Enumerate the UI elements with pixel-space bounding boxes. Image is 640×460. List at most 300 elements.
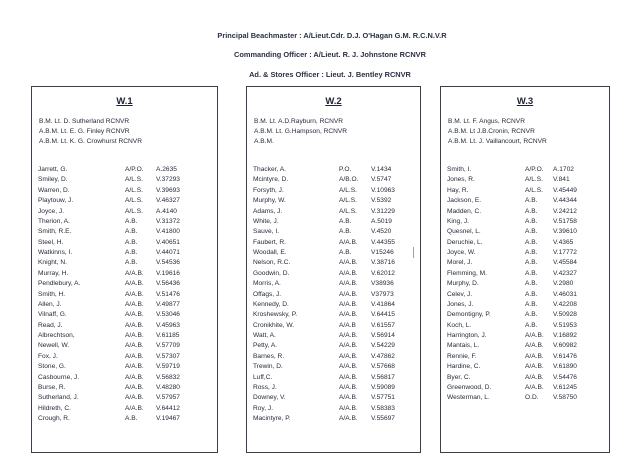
roster-row [447,393,607,403]
roster-rank: A/L.S. [125,207,143,215]
roster-service-number: V.19616 [156,269,180,277]
roster-rank: A.B. [339,217,352,225]
roster-row [447,373,607,383]
roster-name: Vilnaff, G. [38,311,67,319]
roster-rank: A/A.B. [125,280,144,288]
roster-row [447,290,607,300]
crew-roster [38,165,215,424]
roster-row [253,321,418,331]
roster-service-number: V.61476 [553,352,577,360]
roster-service-number: V.48280 [156,383,180,391]
roster-rank: A/A.B. [125,404,144,412]
officer-line: A.B.M. [254,138,274,146]
roster-service-number: V.55697 [371,415,395,422]
roster-rank: A/A.B. [125,342,144,350]
panel-w2 [246,86,421,453]
roster-service-number: V.5392 [371,197,392,205]
roster-service-number: V37973 [371,290,394,298]
roster-name: Ross, J. [253,383,277,391]
roster-rank: A/A.B. [525,332,544,339]
roster-name: Warren, D. [38,186,70,194]
roster-rank: A.B. [525,207,538,215]
roster-service-number: V.57957 [156,394,180,402]
roster-service-number: V.51758 [553,217,577,225]
roster-name: Mcintyre, D. [253,176,289,184]
panel-w1 [31,86,218,453]
roster-service-number: V15246 [371,249,394,256]
roster-name: Mantais, L. [447,342,480,350]
roster-rank: A/A.B. [125,300,144,308]
roster-rank: A/A.B. [339,238,358,246]
roster-name: Stone, G. [38,363,66,371]
roster-service-number: V.58383 [371,404,395,412]
roster-service-number: V.61890 [553,363,577,371]
roster-service-number: V.44071 [156,249,180,256]
roster-row [38,404,215,414]
roster-name: Rennie, F. [447,352,477,360]
roster-service-number: V.58750 [553,394,577,402]
roster-name: Playtouw, J. [38,197,74,205]
roster-rank: A/A.B. [339,394,358,402]
roster-name: Cronikhite, W. [253,321,295,329]
roster-row [447,321,607,331]
roster-name: Smith, H. [38,290,66,298]
roster-service-number: V.50928 [553,311,577,319]
roster-row [253,238,418,248]
officer-line: B.M. Lt. D. Sutherland RCNVR [39,118,130,125]
roster-service-number: V.64412 [156,404,180,412]
roster-name: Trewin, D. [253,363,283,371]
roster-service-number: V.56914 [371,332,395,339]
panel-title: W.2 [325,96,342,107]
roster-name: Koch, L. [447,321,472,329]
roster-name: Albrechtson, [38,332,75,339]
roster-rank: A/A.B. [339,404,358,412]
roster-rank: A/A.B. [339,342,358,350]
roster-name: Macintyre, P. [253,415,291,422]
roster-name: Byer, C. [447,373,471,381]
officer-list [448,117,547,148]
roster-name: Therion, A. [38,217,70,225]
roster-row [253,393,418,403]
roster-rank: A/A.B. [339,332,358,339]
roster-service-number: V.56817 [371,373,395,381]
roster-row [253,352,418,362]
roster-row [447,165,607,175]
roster-rank: A/B.O. [339,176,359,184]
officer-list [254,117,347,148]
roster-name: Faubert, R. [253,238,286,246]
roster-name: Harrington, J. [447,332,487,339]
roster-rank: A/L.S. [125,197,143,205]
roster-name: Greenwood, D. [447,383,492,391]
officer-line: A.B.M. Lt. J. Vaillancourt, RCNVR [448,138,547,146]
roster-name: Barnes, R. [253,352,285,360]
roster-rank: A.B. [525,259,538,267]
roster-name: Allen, J. [38,300,62,308]
roster-name: Quesnel, L. [447,228,481,236]
roster-name: Forsyth, J. [253,186,284,194]
roster-service-number: V.64415 [371,311,395,319]
roster-name: Smith, R.E. [38,228,72,236]
officer-line: A.B.M. Lt. K. G. Crowhurst RCNVR [39,138,142,146]
roster-row [38,362,215,372]
roster-row [38,196,215,206]
roster-service-number: V.42327 [553,269,577,277]
roster-row [253,404,418,414]
roster-row [38,217,215,227]
roster-service-number: V.47862 [371,352,395,360]
roster-service-number: V.45584 [553,259,577,267]
roster-row [253,331,418,341]
roster-rank: A.B. [125,238,138,246]
roster-rank: A/A.B. [125,321,144,329]
roster-rank: A/A.B. [125,373,144,381]
roster-service-number: V.1434 [371,166,392,173]
roster-rank: A/L.S. [125,176,143,184]
roster-name: Crough, R. [38,415,70,422]
roster-row [253,258,418,268]
roster-service-number: V.54229 [371,342,395,350]
roster-service-number: V.57709 [156,342,180,350]
officer-line: B.M. Lt. A.D.Rayburn, RCNVR [254,118,344,125]
roster-rank: A.B. [525,290,538,298]
roster-row [447,383,607,393]
scan-mark [413,247,414,258]
roster-service-number: V.44344 [553,197,577,205]
roster-service-number: V.5747 [371,176,392,184]
roster-rank: A.B. [125,217,138,225]
roster-name: Newell, W. [38,342,70,350]
roster-row [38,269,215,279]
roster-row [447,341,607,351]
roster-row [38,258,215,268]
roster-row [447,258,607,268]
roster-service-number: V.37293 [156,176,180,184]
roster-service-number: V.2980 [553,280,574,288]
roster-row [38,175,215,185]
roster-rank: A/P.O. [125,166,144,173]
roster-rank: A/A.B. [339,280,358,288]
roster-name: Steel, H. [38,238,64,246]
roster-row [253,362,418,372]
roster-name: Thacker, A. [253,166,286,173]
roster-row [38,352,215,362]
roster-row [447,207,607,217]
roster-rank: A/A.B. [125,363,144,371]
roster-rank: A.B. [525,238,538,246]
roster-row [447,269,607,279]
roster-rank: A.B. [125,415,138,422]
roster-rank: A.B. [525,249,538,256]
roster-row [253,290,418,300]
roster-service-number: V.56832 [156,373,180,381]
roster-name: Morris, A. [253,280,281,288]
roster-rank: A/P.O. [525,166,544,173]
principal-beachmaster-line: Principal Beachmaster : A/Lieut.Cdr. D.J. O'Hagan G.M. R.C.N.V.R [217,31,447,40]
roster-row [253,269,418,279]
roster-name: Petty, A. [253,342,278,350]
roster-service-number: V.54536 [156,259,180,267]
stores-officer-line: Ad. & Stores Officer : Lieut. J. Bentley RCNVR [249,70,411,79]
roster-row [38,414,215,424]
roster-row [447,310,607,320]
roster-rank: A/A.B [339,321,356,329]
roster-rank: A.B. [525,280,538,288]
roster-service-number: V.42208 [553,300,577,308]
roster-row [253,300,418,310]
roster-rank: A.B. [525,269,538,277]
roster-row [38,186,215,196]
roster-row [38,227,215,237]
roster-name: Nelson, R.C. [253,259,291,267]
roster-rank: A/A.B. [125,394,144,402]
roster-name: Goodwin, D. [253,269,290,277]
roster-service-number: A.4140 [156,207,177,215]
roster-service-number: A.1702 [553,166,574,173]
roster-row [38,341,215,351]
roster-service-number: V.17772 [553,249,577,256]
roster-service-number: V.57668 [371,363,395,371]
roster-rank: A/L.S. [525,186,543,194]
roster-service-number: V.19467 [156,415,180,422]
roster-row [38,393,215,403]
roster-rank: A/A.B. [339,373,358,381]
roster-row [447,352,607,362]
roster-service-number: V.40651 [156,238,180,246]
roster-row [253,186,418,196]
roster-name: Fox, J. [38,352,58,360]
roster-service-number: A.5019 [371,217,392,225]
roster-name: Murray, H. [38,269,69,277]
roster-service-number: V.4365 [553,238,574,246]
roster-service-number: V.38716 [371,259,395,267]
roster-row [38,290,215,300]
roster-name: Jarrett, G. [38,166,68,173]
roster-name: Watkinns, I. [38,249,73,256]
roster-rank: A/A.B. [525,342,544,350]
officer-line: A.B.M. Lt. E. G. Finley RCNVR [39,128,130,136]
roster-row [38,279,215,289]
roster-row [38,300,215,310]
roster-row [38,331,215,341]
roster-rank: A.B. [525,197,538,205]
roster-service-number: V.41800 [156,228,180,236]
roster-row [447,196,607,206]
roster-rank: A/L.S. [525,176,543,184]
roster-service-number: V.841 [553,176,570,184]
roster-rank: A/A.B. [339,415,358,422]
roster-row [38,238,215,248]
roster-service-number: V.53046 [156,311,180,319]
roster-row [447,248,607,258]
roster-name: Watt, A. [253,332,276,339]
roster-row [447,362,607,372]
roster-service-number: V.4520 [371,228,392,236]
roster-rank: A/L.S. [339,197,357,205]
roster-name: White, J. [253,217,279,225]
commanding-officer-line: Commanding Officer : A/Lieut. R. J. Johnstone RCNVR [234,50,426,59]
roster-rank: A.B. [525,300,538,308]
roster-name: Flemming, M. [447,269,487,277]
roster-row [447,175,607,185]
roster-name: Downey, V. [253,394,286,402]
roster-service-number: V.61185 [156,332,180,339]
roster-row [253,310,418,320]
roster-service-number: V.62012 [371,269,395,277]
roster-service-number: V.39610 [553,228,577,236]
roster-name: Celev, J. [447,290,473,298]
roster-rank: A/A.B. [125,269,144,277]
roster-name: Hay, R. [447,186,469,194]
roster-name: Sauve, I. [253,228,280,236]
roster-name: Smiley, D. [38,176,68,184]
roster-rank: A.B. [339,228,352,236]
roster-rank: A/A.B. [125,311,144,319]
roster-row [38,383,215,393]
roster-service-number: V.49877 [156,300,180,308]
roster-row [253,196,418,206]
officer-list [39,117,142,148]
roster-rank: A/A.B. [339,300,358,308]
roster-name: Luff,C. [253,373,273,381]
roster-row [447,300,607,310]
crew-roster [447,165,607,404]
roster-rank: O.D. [525,394,539,402]
roster-name: Murphy, D. [447,280,479,288]
roster-rank: A/A.B. [125,352,144,360]
roster-service-number: V.51953 [553,321,577,329]
roster-service-number: V.39693 [156,186,180,194]
roster-name: Sutherland, J. [38,394,79,402]
roster-rank: P.O. [339,166,352,173]
roster-row [253,279,418,289]
roster-rank: A.B. [525,228,538,236]
roster-row [38,207,215,217]
roster-row [38,321,215,331]
roster-service-number: V.24212 [553,207,577,215]
roster-rank: A/A.B. [525,363,544,371]
roster-row [447,217,607,227]
roster-service-number: V.54476 [553,373,577,381]
roster-name: Demontigny, P. [447,311,491,319]
roster-rank: A.B. [125,259,138,267]
roster-name: Hardine, C. [447,363,481,371]
roster-rank: A/A.B. [339,352,358,360]
roster-rank: A/A.B. [125,383,144,391]
roster-row [253,227,418,237]
roster-name: Knight, N. [38,259,67,267]
roster-name: Joyce, W. [447,249,476,256]
roster-row [447,279,607,289]
officer-line: A.B.M. Lt. G.Hampson, RCNVR [254,128,348,136]
roster-rank: A/A.B. [125,332,144,339]
roster-rank: A.B. [125,249,138,256]
roster-rank: A.B. [339,249,352,256]
roster-row [447,227,607,237]
roster-name: Murphy, W. [253,197,286,205]
roster-service-number: A.2635 [156,166,177,173]
roster-service-number: V.59719 [156,363,180,371]
roster-name: Smith, I. [447,166,472,173]
roster-service-number: V.16892 [553,332,577,339]
panel-title: W.3 [516,96,534,107]
roster-name: Jones, J. [447,300,474,308]
roster-rank: A.B. [125,228,138,236]
roster-row [447,186,607,196]
roster-rank: A/A.B. [339,311,358,319]
roster-service-number: V.46031 [553,290,577,298]
officer-line: B.M. Lt. F. Angus, RCNVR [448,118,525,125]
roster-row [253,217,418,227]
roster-name: Kennedy, D. [253,300,289,308]
officer-line: A.B.M. Lt J.B.Cronin, RCNVR [448,128,535,136]
roster-rank: A.B. [525,311,538,319]
roster-name: Jones, R. [447,176,475,184]
roster-row [253,383,418,393]
roster-rank: A/A.B. [339,269,358,277]
roster-service-number: V.41864 [371,300,395,308]
roster-name: Morel, J. [447,259,473,267]
roster-rank: A/A.B. [339,259,358,267]
roster-row [447,331,607,341]
roster-service-number: V.60982 [553,342,577,350]
roster-row [253,207,418,217]
roster-service-number: V.45449 [553,186,577,194]
roster-rank: A/A.B. [525,373,544,381]
roster-rank: A.B. [525,217,538,225]
roster-name: King, J. [447,217,469,225]
roster-row [38,248,215,258]
roster-service-number: V.46327 [156,197,180,205]
roster-name: Deruchie, L. [447,238,483,246]
roster-name: Kroshewsky, P. [253,311,298,319]
roster-row [38,165,215,175]
roster-name: Madden, C. [447,207,482,215]
roster-row [447,238,607,248]
roster-rank: A/A.B. [525,352,544,360]
roster-name: Read, J. [38,321,63,329]
roster-name: Adams, J. [253,207,283,215]
roster-name: Offags, J. [253,290,282,298]
roster-name: Pendlebury, A. [38,280,81,288]
roster-rank: A/A.B. [339,290,358,298]
crew-roster [253,165,418,424]
roster-row [38,373,215,383]
roster-service-number: V.31372 [156,217,180,225]
roster-service-number: V.61245 [553,383,577,391]
roster-service-number: V.51476 [156,290,180,298]
roster-name: Casbourne, J. [38,373,80,381]
panel-title: W.1 [116,96,133,107]
roster-name: Burse, R. [38,383,66,391]
roster-row [253,341,418,351]
roster-name: Jackson, E. [447,197,482,205]
roster-name: Joyce, J. [38,207,65,215]
roster-service-number: V.45963 [156,321,180,329]
roster-service-number: V38936 [371,280,394,288]
roster-name: Roy, J. [253,404,274,412]
roster-service-number: V.61557 [371,321,395,329]
roster-row [253,165,418,175]
roster-rank: A/A.B. [339,383,358,391]
roster-row [253,414,418,424]
roster-rank: A.B. [525,321,538,329]
roster-service-number: V.59089 [371,383,395,391]
roster-name: Westerman, L. [447,394,490,402]
roster-rank: A/A.B. [525,383,544,391]
roster-rank: A/L.S. [339,186,357,194]
